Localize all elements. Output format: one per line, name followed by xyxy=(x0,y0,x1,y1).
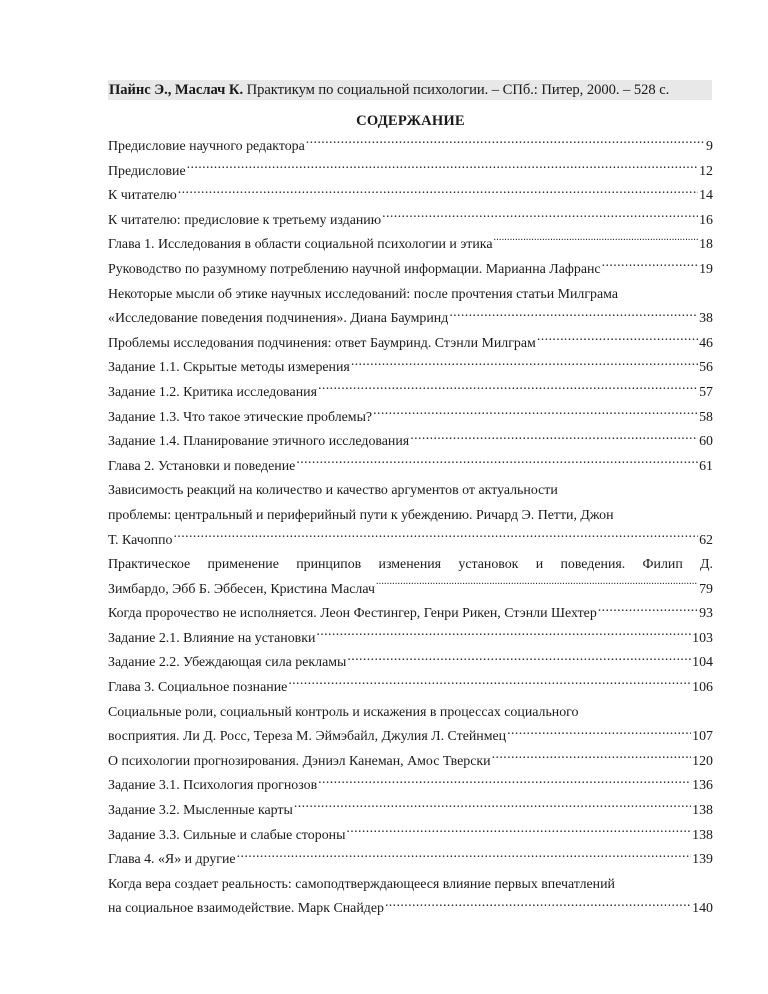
toc-entry-title: Когда пророчество не исполняется. Леон Фестингер, Генри Рикен, Стэнли Шехтер xyxy=(108,606,597,622)
toc-entry[interactable] xyxy=(108,233,713,258)
toc-entry-page: 9 xyxy=(706,139,713,154)
toc-entry[interactable] xyxy=(108,356,713,381)
toc-entry-title: Глава 2. Установки и поведение xyxy=(108,458,296,474)
dot-leader xyxy=(294,800,691,814)
toc-entry-page: 12 xyxy=(699,163,713,179)
authors: Пайнс Э., Маслач К. xyxy=(109,82,244,98)
dot-leader xyxy=(602,259,699,273)
toc-entry-page: 106 xyxy=(692,680,713,696)
toc-entry-title: Глава 4. «Я» и другие xyxy=(108,852,236,868)
dot-leader xyxy=(306,136,705,150)
toc-entry[interactable] xyxy=(108,529,713,554)
toc-entry-title: Зимбардо, Эбб Б. Эббесен, Кристина Маслач xyxy=(108,581,375,597)
toc-entry[interactable] xyxy=(108,406,713,431)
dot-leader xyxy=(598,603,698,617)
toc-entry-title: Предисловие xyxy=(108,163,186,179)
toc-entry-page: 16 xyxy=(699,212,713,228)
dot-leader xyxy=(492,751,692,765)
toc-entry[interactable] xyxy=(108,258,713,283)
toc-entry-page: 14 xyxy=(699,188,713,204)
toc-entry-title: К читателю: предисловие к третьему изданию xyxy=(108,212,382,228)
dot-leader xyxy=(178,185,698,199)
dot-leader xyxy=(376,579,698,593)
toc-entry-page: 57 xyxy=(699,384,713,400)
dot-leader xyxy=(385,898,691,912)
toc-entry-page: 46 xyxy=(699,335,713,351)
toc-entry-title: Глава 1. Исследования в области социальной психологии и этика xyxy=(108,237,493,253)
toc-entry-title: «Исследование поведения подчинения». Диана Баумринд xyxy=(108,311,449,327)
toc-entry-title: О психологии прогнозирования. Дэниэл Канеман, Амос Тверски xyxy=(108,753,491,769)
bibliographic-reference xyxy=(108,80,712,100)
toc-entry-page: 120 xyxy=(692,753,713,769)
toc-entry-page: 58 xyxy=(699,409,713,425)
toc-entry-title: Проблемы исследования подчинения: ответ Баумринд. Стэнли Милграм xyxy=(108,335,536,351)
toc-entry[interactable] xyxy=(108,799,713,824)
dot-leader xyxy=(316,628,691,642)
toc-entry-continuation: Когда вера создает реальность: самоподтверждающееся влияние первых впечатлений xyxy=(108,876,615,892)
document-page xyxy=(108,80,713,922)
dot-leader xyxy=(346,825,691,839)
toc-entry-continuation: проблемы: центральный и периферийный пути к убеждению. Ричард Э. Петти, Джон xyxy=(108,507,614,523)
toc-entry-page: 93 xyxy=(699,606,713,622)
dot-leader xyxy=(237,849,692,863)
toc-entry-title: восприятия. Ли Д. Росс, Тереза М. Эймэбайл, Джулия Л. Стейнмец xyxy=(108,729,507,745)
dot-leader xyxy=(373,407,698,421)
toc-entry-title: К читателю xyxy=(108,188,177,204)
dot-leader xyxy=(288,677,691,691)
toc-entry[interactable] xyxy=(108,430,713,455)
dot-leader xyxy=(382,210,698,224)
toc-entry-title: Задание 1.4. Планирование этичного исследования xyxy=(108,434,410,450)
toc-entry-continuation: Зависимость реакций на количество и качество аргументов от актуальности xyxy=(108,483,558,499)
toc-entry-page: 139 xyxy=(692,852,713,868)
toc-entry-title: Т. Качоппо xyxy=(108,532,173,548)
toc-entry-page: 61 xyxy=(699,458,713,474)
toc-entry-title: Руководство по разумному потреблению научной информации. Марианна Лафранс xyxy=(108,261,601,277)
toc-entry-title: Глава 3. Социальное познание xyxy=(108,680,288,696)
toc-entry-title: Задание 1.2. Критика исследования xyxy=(108,384,317,400)
toc-entry-title: Задание 3.1. Психология прогнозов xyxy=(108,778,318,794)
toc-entry[interactable] xyxy=(108,184,713,209)
toc-entry[interactable] xyxy=(108,676,713,701)
toc-entry-page: 79 xyxy=(699,581,713,597)
toc-entry-page: 60 xyxy=(699,434,713,450)
toc-entry-title: Задание 1.1. Скрытые методы измерения xyxy=(108,360,350,376)
toc-entry[interactable] xyxy=(108,381,713,406)
toc-entry[interactable] xyxy=(108,578,713,603)
toc-entry[interactable] xyxy=(108,332,713,357)
dot-leader xyxy=(351,357,698,371)
dot-leader xyxy=(494,234,699,248)
table-of-contents xyxy=(108,135,713,922)
dot-leader xyxy=(187,161,698,175)
dot-leader xyxy=(318,775,691,789)
toc-entry-page: 104 xyxy=(692,655,713,671)
toc-entry-continuation: Практическое применение принципов изменения установок и поведения. Филип Д. xyxy=(108,557,713,573)
toc-entry-page: 107 xyxy=(692,729,713,745)
dot-leader xyxy=(347,652,691,666)
dot-leader xyxy=(296,456,698,470)
dot-leader xyxy=(410,431,698,445)
toc-entry-page: 56 xyxy=(699,360,713,376)
toc-entry[interactable] xyxy=(108,160,713,185)
toc-entry-continuation: Социальные роли, социальный контроль и искажения в процессах социального xyxy=(108,704,579,720)
toc-entry-title: Задание 3.3. Сильные и слабые стороны xyxy=(108,827,346,843)
toc-entry[interactable] xyxy=(108,651,713,676)
dot-leader xyxy=(449,308,698,322)
toc-entry-title: на социальное взаимодействие. Марк Снайдер xyxy=(108,901,384,917)
toc-entry-page: 19 xyxy=(699,261,713,277)
toc-entry[interactable] xyxy=(108,307,713,332)
dot-leader xyxy=(318,382,698,396)
toc-entry-page: 138 xyxy=(692,803,713,819)
toc-entry-page: 103 xyxy=(692,630,713,646)
book-details: Практикум по социальной психологии. – СПб.: Питер, 2000. – 528 с. xyxy=(243,82,670,98)
toc-entry[interactable] xyxy=(108,824,713,849)
toc-entry-title: Задание 2.2. Убеждающая сила рекламы xyxy=(108,655,347,671)
toc-entry-title: Задание 1.3. Что такое этические проблемы? xyxy=(108,409,373,425)
toc-entry[interactable] xyxy=(108,774,713,799)
toc-entry-page: 138 xyxy=(692,827,713,843)
toc-entry[interactable] xyxy=(108,750,713,775)
toc-entry-title: Задание 3.2. Мысленные карты xyxy=(108,803,293,819)
dot-leader xyxy=(173,530,698,544)
dot-leader xyxy=(507,726,691,740)
toc-entry[interactable] xyxy=(108,455,713,480)
toc-entry[interactable] xyxy=(108,135,713,160)
toc-entry-page: 38 xyxy=(699,311,713,327)
toc-entry[interactable] xyxy=(108,602,713,627)
toc-heading: СОДЕРЖАНИЕ xyxy=(356,113,465,129)
toc-entry-page: 62 xyxy=(699,532,713,548)
toc-entry-title: Предисловие научного редактора xyxy=(108,139,305,154)
toc-entry[interactable] xyxy=(108,209,713,234)
toc-entry[interactable] xyxy=(108,897,713,922)
toc-entry-continuation: Некоторые мысли об этике научных исследований: после прочтения статьи Милграма xyxy=(108,286,619,302)
toc-entry[interactable] xyxy=(108,725,713,750)
dot-leader xyxy=(537,333,698,347)
toc-entry-page: 140 xyxy=(692,901,713,917)
toc-entry-title: Задание 2.1. Влияние на установки xyxy=(108,630,316,646)
toc-entry[interactable] xyxy=(108,627,713,652)
toc-entry-page: 136 xyxy=(692,778,713,794)
toc-entry[interactable] xyxy=(108,848,713,873)
toc-entry-page: 18 xyxy=(699,237,713,253)
